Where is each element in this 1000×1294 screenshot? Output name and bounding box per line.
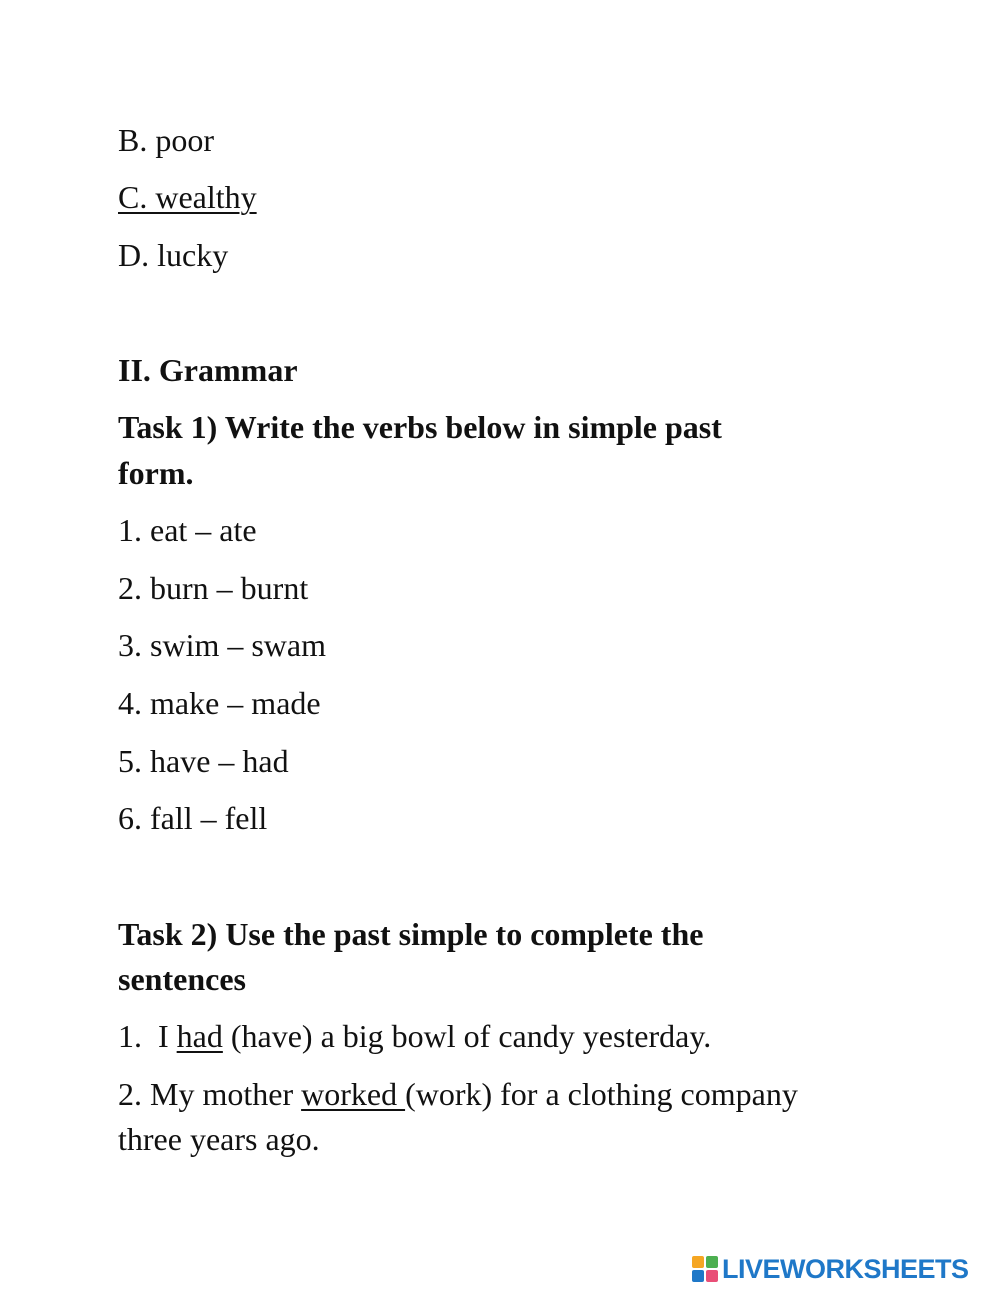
task2-title-line1: Task 2) Use the past simple to complete the: [118, 916, 704, 952]
section-heading-grammar: II. Grammar: [118, 352, 298, 388]
task2-sentence-2: [118, 1072, 798, 1116]
sentence-1-answer[interactable]: had: [176, 1018, 223, 1054]
sentence-1-prefix: 1. I: [118, 1018, 177, 1054]
liveworksheets-logo-icon: [692, 1256, 718, 1282]
liveworksheets-logo: [692, 1252, 969, 1286]
sentence-1-suffix: (have) a big bowl of candy yesterday.: [222, 1018, 712, 1054]
task2-sentence-1: [118, 1014, 711, 1058]
task1-item: 3. swim – swam: [118, 627, 326, 663]
sentence-2-suffix: (work) for a clothing company: [405, 1076, 798, 1112]
task1-item: 6. fall – fell: [118, 800, 268, 836]
task1-title-line1: Task 1) Write the verbs below in simple past: [118, 409, 722, 445]
task1-item: 4. make – made: [118, 685, 321, 721]
task1-item: 5. have – had: [118, 743, 289, 779]
option-d: D. lucky: [118, 237, 229, 273]
option-c-text: C. wealthy: [118, 179, 257, 215]
task1-item: 1. eat – ate: [118, 512, 257, 548]
brand-name: LIVEWORKSHEETS: [722, 1254, 969, 1284]
option-c: [118, 175, 257, 219]
task1-item: 2. burn – burnt: [118, 570, 309, 606]
sentence-2-answer[interactable]: worked: [301, 1076, 406, 1112]
option-b: B. poor: [118, 122, 214, 158]
sentence-2-prefix: 2. My mother: [118, 1076, 302, 1112]
task2-title-line2: sentences: [118, 961, 246, 997]
task2-sentence-2-line2: three years ago.: [118, 1121, 320, 1157]
task1-title-line2: form.: [118, 455, 194, 491]
